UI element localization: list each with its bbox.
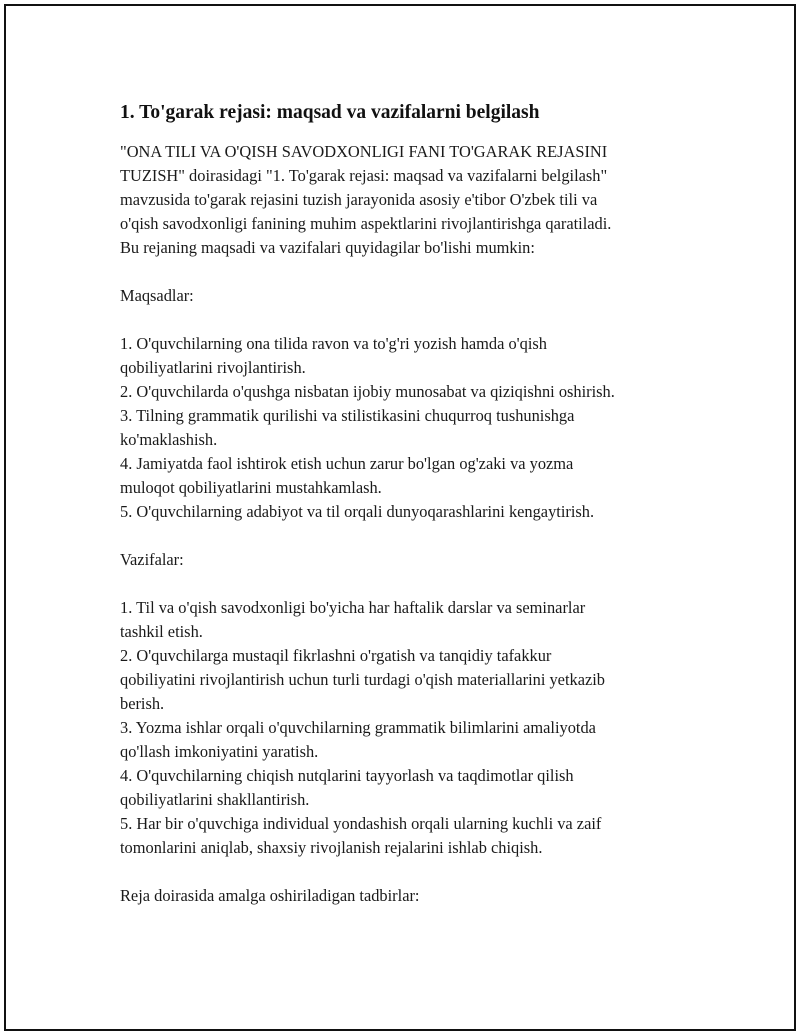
task-line: 1. Til va o'qish savodxonligi bo'yicha har haftalik darslar va seminarlar <box>120 598 586 617</box>
goal-line: 2. O'quvchilarda o'qushga nisbatan ijobiy munosabat va qiziqishni oshirish. <box>120 382 615 401</box>
paragraph-gap <box>120 524 700 548</box>
tasks-heading-text: Vazifalar: <box>120 550 184 569</box>
task-line: 2. O'quvchilarga mustaqil fikrlashni o'rgatish va tanqidiy tafakkur <box>120 646 552 665</box>
goal-line: muloqot qobiliyatlarini mustahkamlash. <box>120 478 382 497</box>
goals-heading-text: Maqsadlar: <box>120 286 194 305</box>
paragraph-gap <box>120 308 700 332</box>
paragraph-gap <box>120 572 700 596</box>
task-line: qo'llash imkoniyatini yaratish. <box>120 742 319 761</box>
intro-line: TUZISH" doirasidagi "1. To'garak rejasi: maqsad va vazifalarni belgilash" <box>120 166 608 185</box>
task-line: 3. Yozma ishlar orqali o'quvchilarning grammatik bilimlarini amaliyotda <box>120 718 596 737</box>
events-heading-text: Reja doirasida amalga oshiriladigan tadbirlar: <box>120 886 420 905</box>
intro-line: Bu rejaning maqsadi va vazifalari quyidagilar bo'lishi mumkin: <box>120 238 535 257</box>
goal-line: qobiliyatlarini rivojlantirish. <box>120 358 306 377</box>
events-heading <box>120 884 700 908</box>
intro-line: o'qish savodxonligi fanining muhim aspektlarini rivojlantirishga qaratiladi. <box>120 214 612 233</box>
goals-list <box>120 332 700 524</box>
task-line: tomonlarini aniqlab, shaxsiy rivojlanish rejalarini ishlab chiqish. <box>120 838 543 857</box>
paragraph-gap <box>120 260 700 284</box>
task-line: qobiliyatlarini shakllantirish. <box>120 790 310 809</box>
task-line: qobiliyatini rivojlantirish uchun turli turdagi o'qish materiallarini yetkazib <box>120 670 606 689</box>
goal-line: 4. Jamiyatda faol ishtirok etish uchun zarur bo'lgan og'zaki va yozma <box>120 454 574 473</box>
document-title: 1. To'garak rejasi: maqsad va vazifalarni belgilash <box>120 102 540 123</box>
document-body <box>120 100 700 908</box>
task-line: tashkil etish. <box>120 622 203 641</box>
goals-heading <box>120 284 700 308</box>
task-line: 4. O'quvchilarning chiqish nutqlarini tayyorlash va taqdimotlar qilish <box>120 766 574 785</box>
tasks-heading <box>120 548 700 572</box>
paragraph-gap <box>120 860 700 884</box>
goal-line: 1. O'quvchilarning ona tilida ravon va to'g'ri yozish hamda o'qish <box>120 334 547 353</box>
intro-line: mavzusida to'garak rejasini tuzish jarayonida asosiy e'tibor O'zbek tili va <box>120 190 598 209</box>
page-frame <box>4 4 796 1031</box>
goal-line: 5. O'quvchilarning adabiyot va til orqali dunyoqarashlarini kengaytirish. <box>120 502 595 521</box>
task-line: berish. <box>120 694 165 713</box>
intro-line: "ONA TILI VA O'QISH SAVODXONLIGI FANI TO'GARAK REJASINI <box>120 142 608 161</box>
intro-paragraph <box>120 140 700 260</box>
task-line: 5. Har bir o'quvchiga individual yondashish orqali ularning kuchli va zaif <box>120 814 602 833</box>
tasks-list <box>120 596 700 860</box>
goal-line: 3. Tilning grammatik qurilishi va stilistikasini chuqurroq tushunishga <box>120 406 575 425</box>
goal-line: ko'maklashish. <box>120 430 218 449</box>
